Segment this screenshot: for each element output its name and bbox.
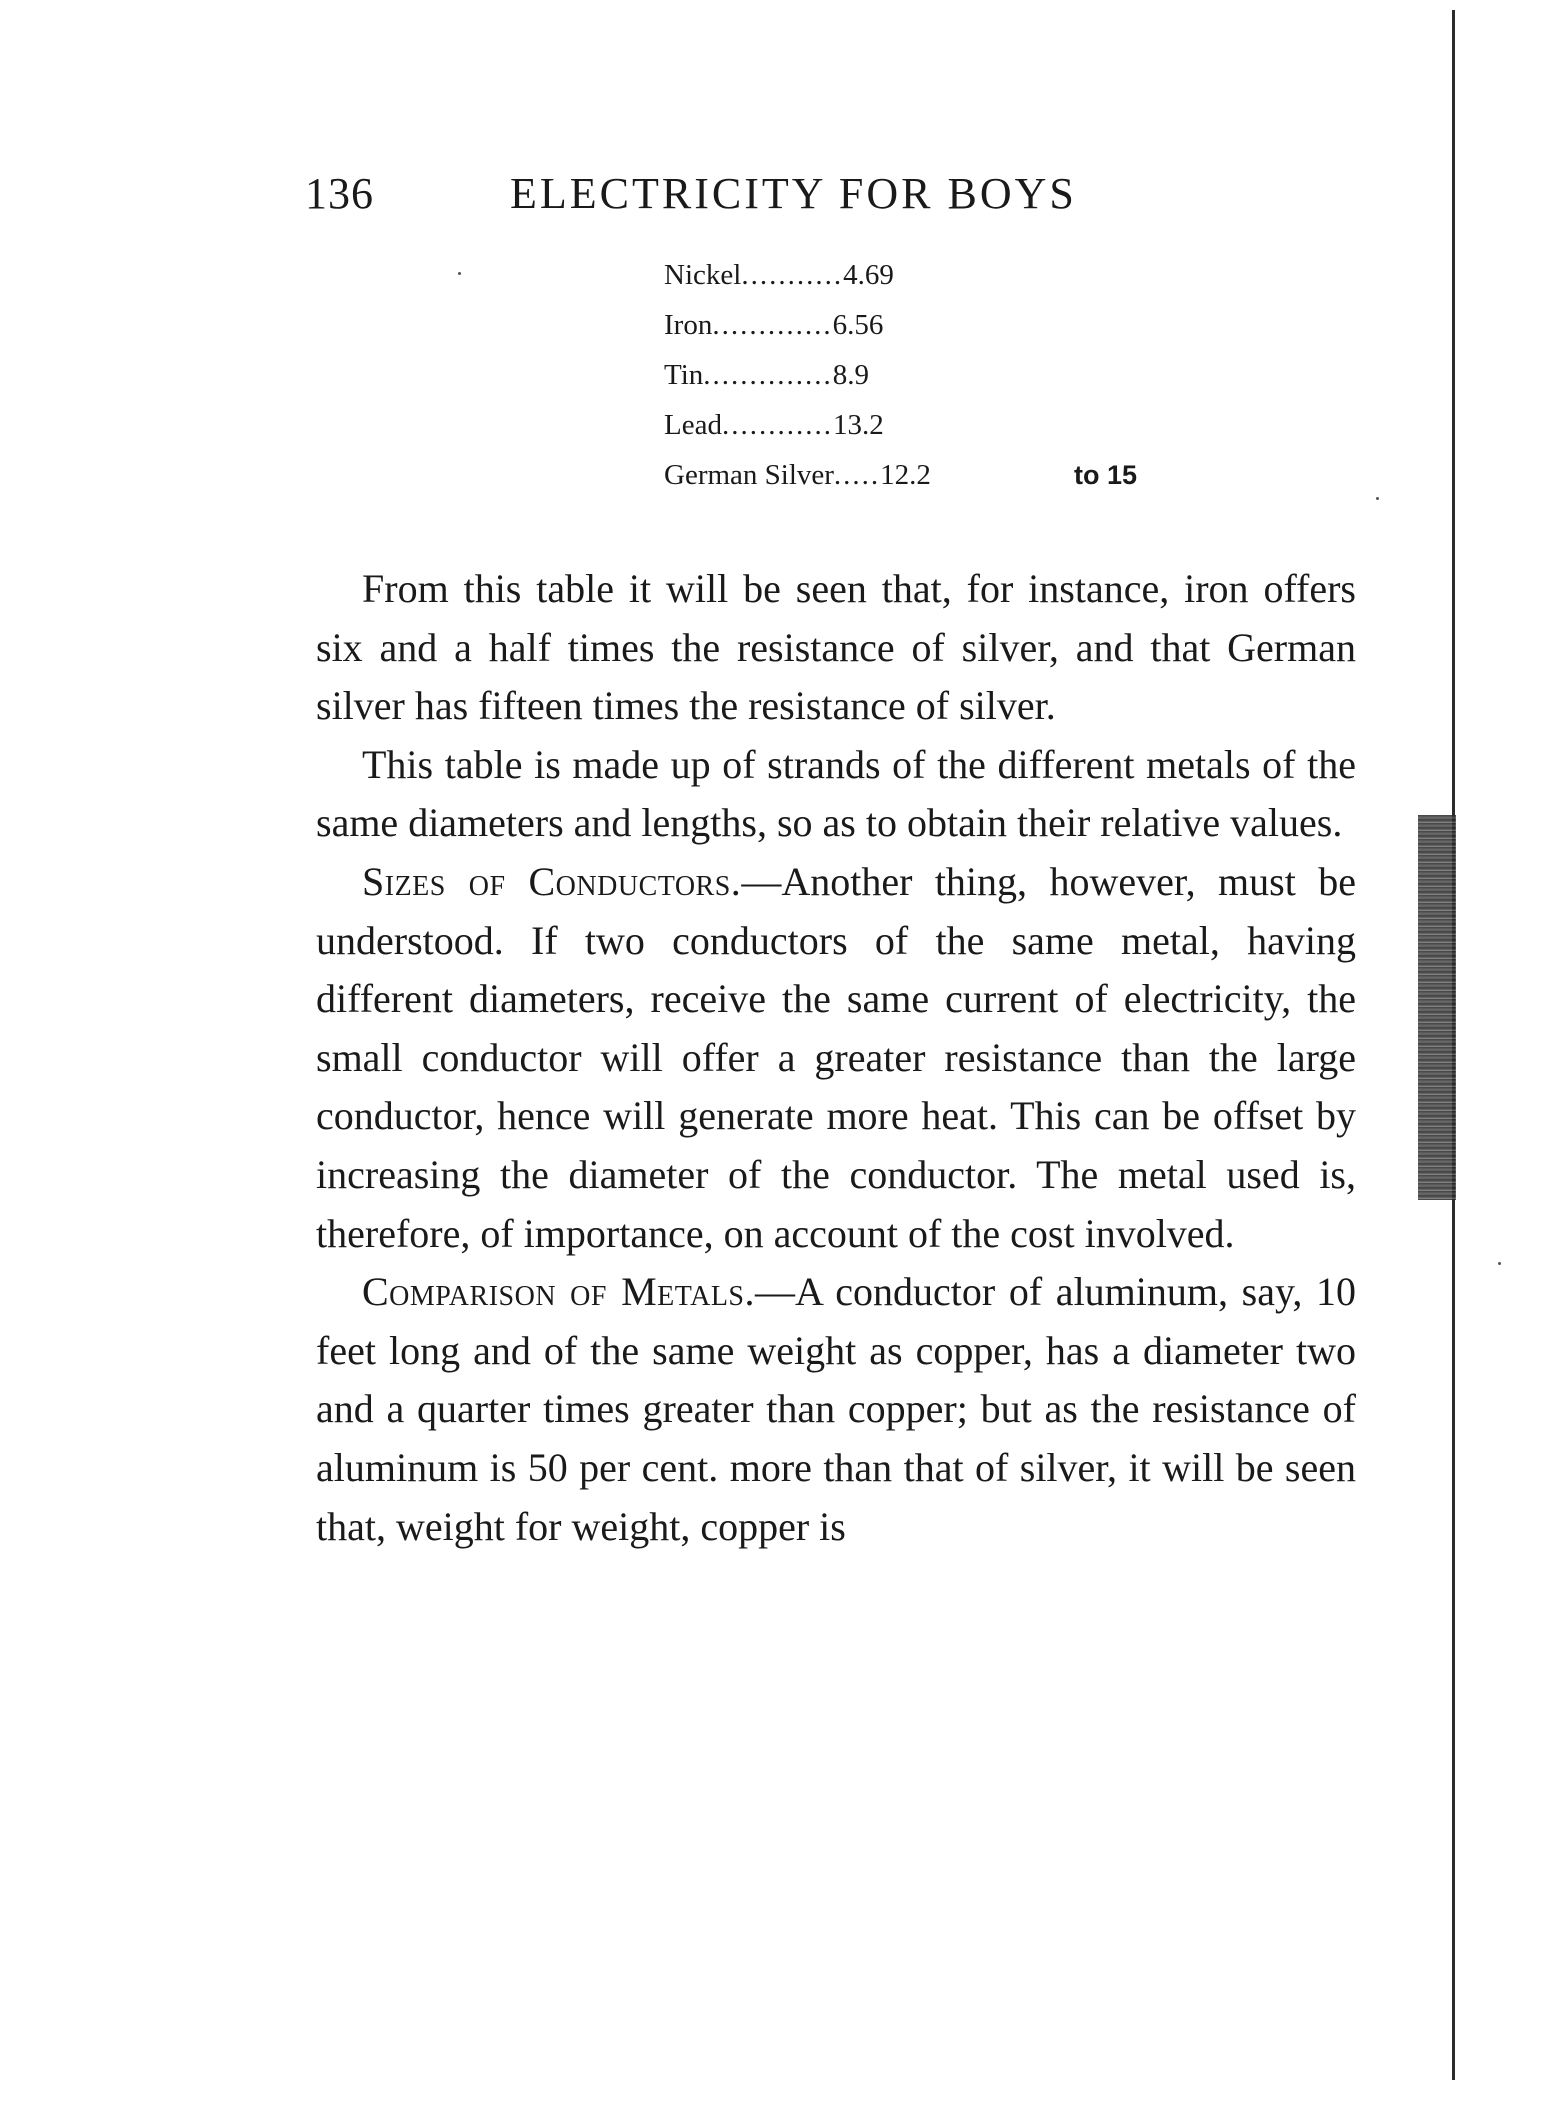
- metal-name: German Silver: [664, 459, 834, 491]
- scan-speck: [458, 272, 461, 275]
- table-row: [664, 300, 1184, 350]
- leader-dots: .....: [833, 459, 881, 491]
- table-row: [664, 450, 1184, 500]
- metal-name: Iron: [664, 309, 713, 341]
- paragraph: [316, 560, 1356, 736]
- resistance-value: 8.9: [832, 359, 870, 391]
- body-text: [316, 560, 1356, 1556]
- metal-name: Tin: [664, 359, 704, 391]
- page-edge-shadow: [1418, 815, 1456, 1200]
- table-row: [664, 400, 1184, 450]
- resistance-value: 6.56: [832, 309, 884, 341]
- table-row: [664, 350, 1184, 400]
- paragraph-text: From this table it will be seen that, for instance, iron offers six and a half times the resistance of silver, and that German silver has fifteen times the resistance of silver.: [316, 566, 1356, 729]
- section-heading: Sizes of Conductors.: [362, 858, 742, 904]
- resistance-value: 4.69: [843, 259, 894, 291]
- scan-speck: [1376, 497, 1379, 500]
- page-number: 136: [305, 169, 374, 218]
- scan-speck: [1498, 1262, 1501, 1265]
- section-heading: Comparison of Metals.: [362, 1269, 755, 1315]
- resistance-table: [664, 250, 1184, 500]
- paragraph: [316, 853, 1356, 1263]
- leader-dots: ...........: [741, 259, 844, 291]
- resistance-value: 13.2: [832, 409, 884, 441]
- metal-name: Nickel: [664, 259, 742, 291]
- paragraph-text: —Another thing, however, must be understood. If two conductors of the same metal, having different diameters, receive the same current of electricity, the small conductor will offer a greater resistance than the large conductor, hence will generate more heat. This can be offset by increasing the diameter of the conductor. The metal used is, therefore, of importance, on account of the cost involved.: [316, 858, 1356, 1256]
- paragraph: [316, 1263, 1356, 1556]
- leader-dots: ............: [721, 409, 833, 441]
- resistance-range-note: to 15: [1074, 460, 1138, 490]
- book-title: ELECTRICITY FOR BOYS: [510, 169, 1077, 218]
- running-head: [305, 168, 1185, 220]
- paragraph-text: This table is made up of strands of the different metals of the same diameters and lengths, so as to obtain their relative values.: [316, 741, 1356, 846]
- table-row: [664, 250, 1184, 300]
- leader-dots: ..............: [703, 359, 833, 391]
- paragraph: [316, 736, 1356, 853]
- leader-dots: .............: [712, 309, 833, 341]
- resistance-value: 12.2: [880, 459, 931, 491]
- paragraph-text: —A conductor of aluminum, say, 10 feet long and of the same weight as copper, has a diameter two and a quarter times greater than copper; but as the resistance of aluminum is 50 per cent. more than that of silver, it will be seen that, weight for weight, copper is: [316, 1269, 1356, 1549]
- metal-name: Lead: [664, 409, 722, 441]
